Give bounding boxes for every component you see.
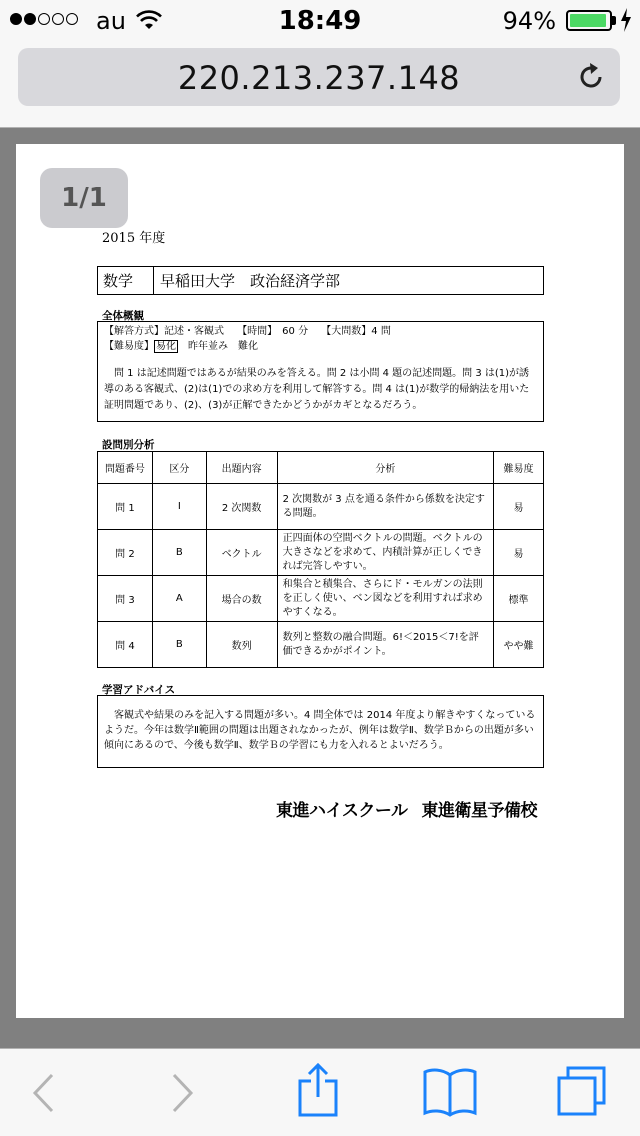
- column-header: 難易度: [494, 452, 544, 484]
- status-bar: [0, 0, 640, 40]
- overview-body: 問 1 は記述問題ではあるが結果のみを答える。問 2 は小問 4 題の記述問題。問 3 は(1)が誘導のある客観式、(2)は(1)での求め方を利用して解答する。問 4 は(1)が数学的帰納法を用いた証明問題であり、(2)、(3)が正解できたかどうかがカギとなるだろう。: [104, 368, 530, 411]
- logo-toshin-eisei: 東進衛星予備校: [421, 801, 537, 821]
- question-number: 問 3: [98, 576, 153, 622]
- column-header: 出題内容: [206, 452, 277, 484]
- question-count: 【大問数】4 問: [321, 326, 391, 337]
- analysis-heading: 設問別分析: [102, 439, 155, 451]
- subject-label: 数学: [98, 267, 154, 294]
- bottom-toolbar: [0, 1048, 640, 1136]
- analysis-table: [97, 451, 544, 668]
- question-analysis: 2 次関数が 3 点を通る条件から係数を決定する問題。: [277, 484, 494, 530]
- question-topic: 2 次関数: [206, 484, 277, 530]
- page-indicator: 1/1: [40, 168, 128, 228]
- table-header-row: [98, 452, 544, 484]
- carrier-name: au: [96, 7, 126, 35]
- question-difficulty: 易: [494, 484, 544, 530]
- question-analysis: 数列と整数の融合問題。6!＜2015＜7!を評価できるかがポイント。: [277, 622, 494, 668]
- advice-body: 客観式や結果のみを記入する問題が多い。4 問全体では 2014 年度より解きやすくなっているようだ。今年は数学Ⅱ範囲の問題は出題されなかったが、例年は数学Ⅱ、数学Ｂからの出題が多い傾向にあるので、今後も数学Ⅱ、数学Ｂの学習にも力を入れるとよいだろう。: [104, 710, 536, 751]
- answer-format: 【解答方式】記述・客観式: [104, 326, 224, 337]
- overview-box: [97, 321, 544, 422]
- question-number: 問 4: [98, 622, 153, 668]
- question-category: A: [152, 576, 206, 622]
- forward-button[interactable]: [170, 1071, 196, 1115]
- title-box: [97, 266, 544, 295]
- difficulty-label: 【難易度】: [104, 341, 154, 352]
- difficulty-option: 昨年並み: [188, 341, 228, 352]
- pdf-page: [16, 144, 624, 1018]
- column-header: 区分: [152, 452, 206, 484]
- column-header: 分析: [277, 452, 494, 484]
- address-bar[interactable]: [18, 48, 620, 106]
- table-row: [98, 576, 544, 622]
- battery-icon: [566, 10, 612, 31]
- reload-icon[interactable]: [576, 62, 606, 92]
- question-category: B: [152, 530, 206, 576]
- url-text[interactable]: 220.213.237.148: [177, 59, 461, 97]
- question-analysis: 正四面体の空間ベクトルの問題。ベクトルの大きさなどを求めて、内積計算が正しくできれば完答しやすい。: [277, 530, 494, 576]
- question-category: I: [152, 484, 206, 530]
- exam-time: 【時間】 60 分: [237, 326, 309, 337]
- publisher-logo: [276, 796, 551, 821]
- back-button[interactable]: [30, 1071, 56, 1115]
- difficulty-selected: 易化: [156, 341, 176, 352]
- question-difficulty: やや難: [494, 622, 544, 668]
- bookmarks-button[interactable]: [422, 1067, 478, 1117]
- charging-icon: [620, 8, 632, 32]
- advice-heading: 学習アドバイス: [102, 684, 176, 696]
- question-topic: 数列: [206, 622, 277, 668]
- table-row: [98, 484, 544, 530]
- difficulty-option: 難化: [238, 341, 258, 352]
- share-button[interactable]: [296, 1063, 340, 1119]
- overview-heading: 全体概観: [102, 310, 144, 322]
- question-number: 問 1: [98, 484, 153, 530]
- column-header: 問題番号: [98, 452, 153, 484]
- question-topic: 場合の数: [206, 576, 277, 622]
- question-difficulty: 易: [494, 530, 544, 576]
- logo-toshin-high-school: 東進ハイスクール: [276, 801, 408, 821]
- question-topic: ベクトル: [206, 530, 277, 576]
- question-analysis: 和集合と積集合、さらにド・モルガンの法則を正しく使い、ベン図などを利用すれば求めやすくなる。: [277, 576, 494, 622]
- advice-box: [97, 695, 544, 768]
- tabs-button[interactable]: [556, 1065, 608, 1117]
- question-difficulty: 標準: [494, 576, 544, 622]
- clock: 18:49: [278, 6, 362, 36]
- document-year: 2015 年度: [102, 231, 166, 246]
- table-row: [98, 530, 544, 576]
- browser-toolbar: [0, 40, 640, 128]
- question-category: B: [152, 622, 206, 668]
- table-row: [98, 622, 544, 668]
- battery-percent: 94%: [502, 7, 556, 35]
- question-number: 問 2: [98, 530, 153, 576]
- school-name: 早稲田大学 政治経済学部: [160, 272, 341, 290]
